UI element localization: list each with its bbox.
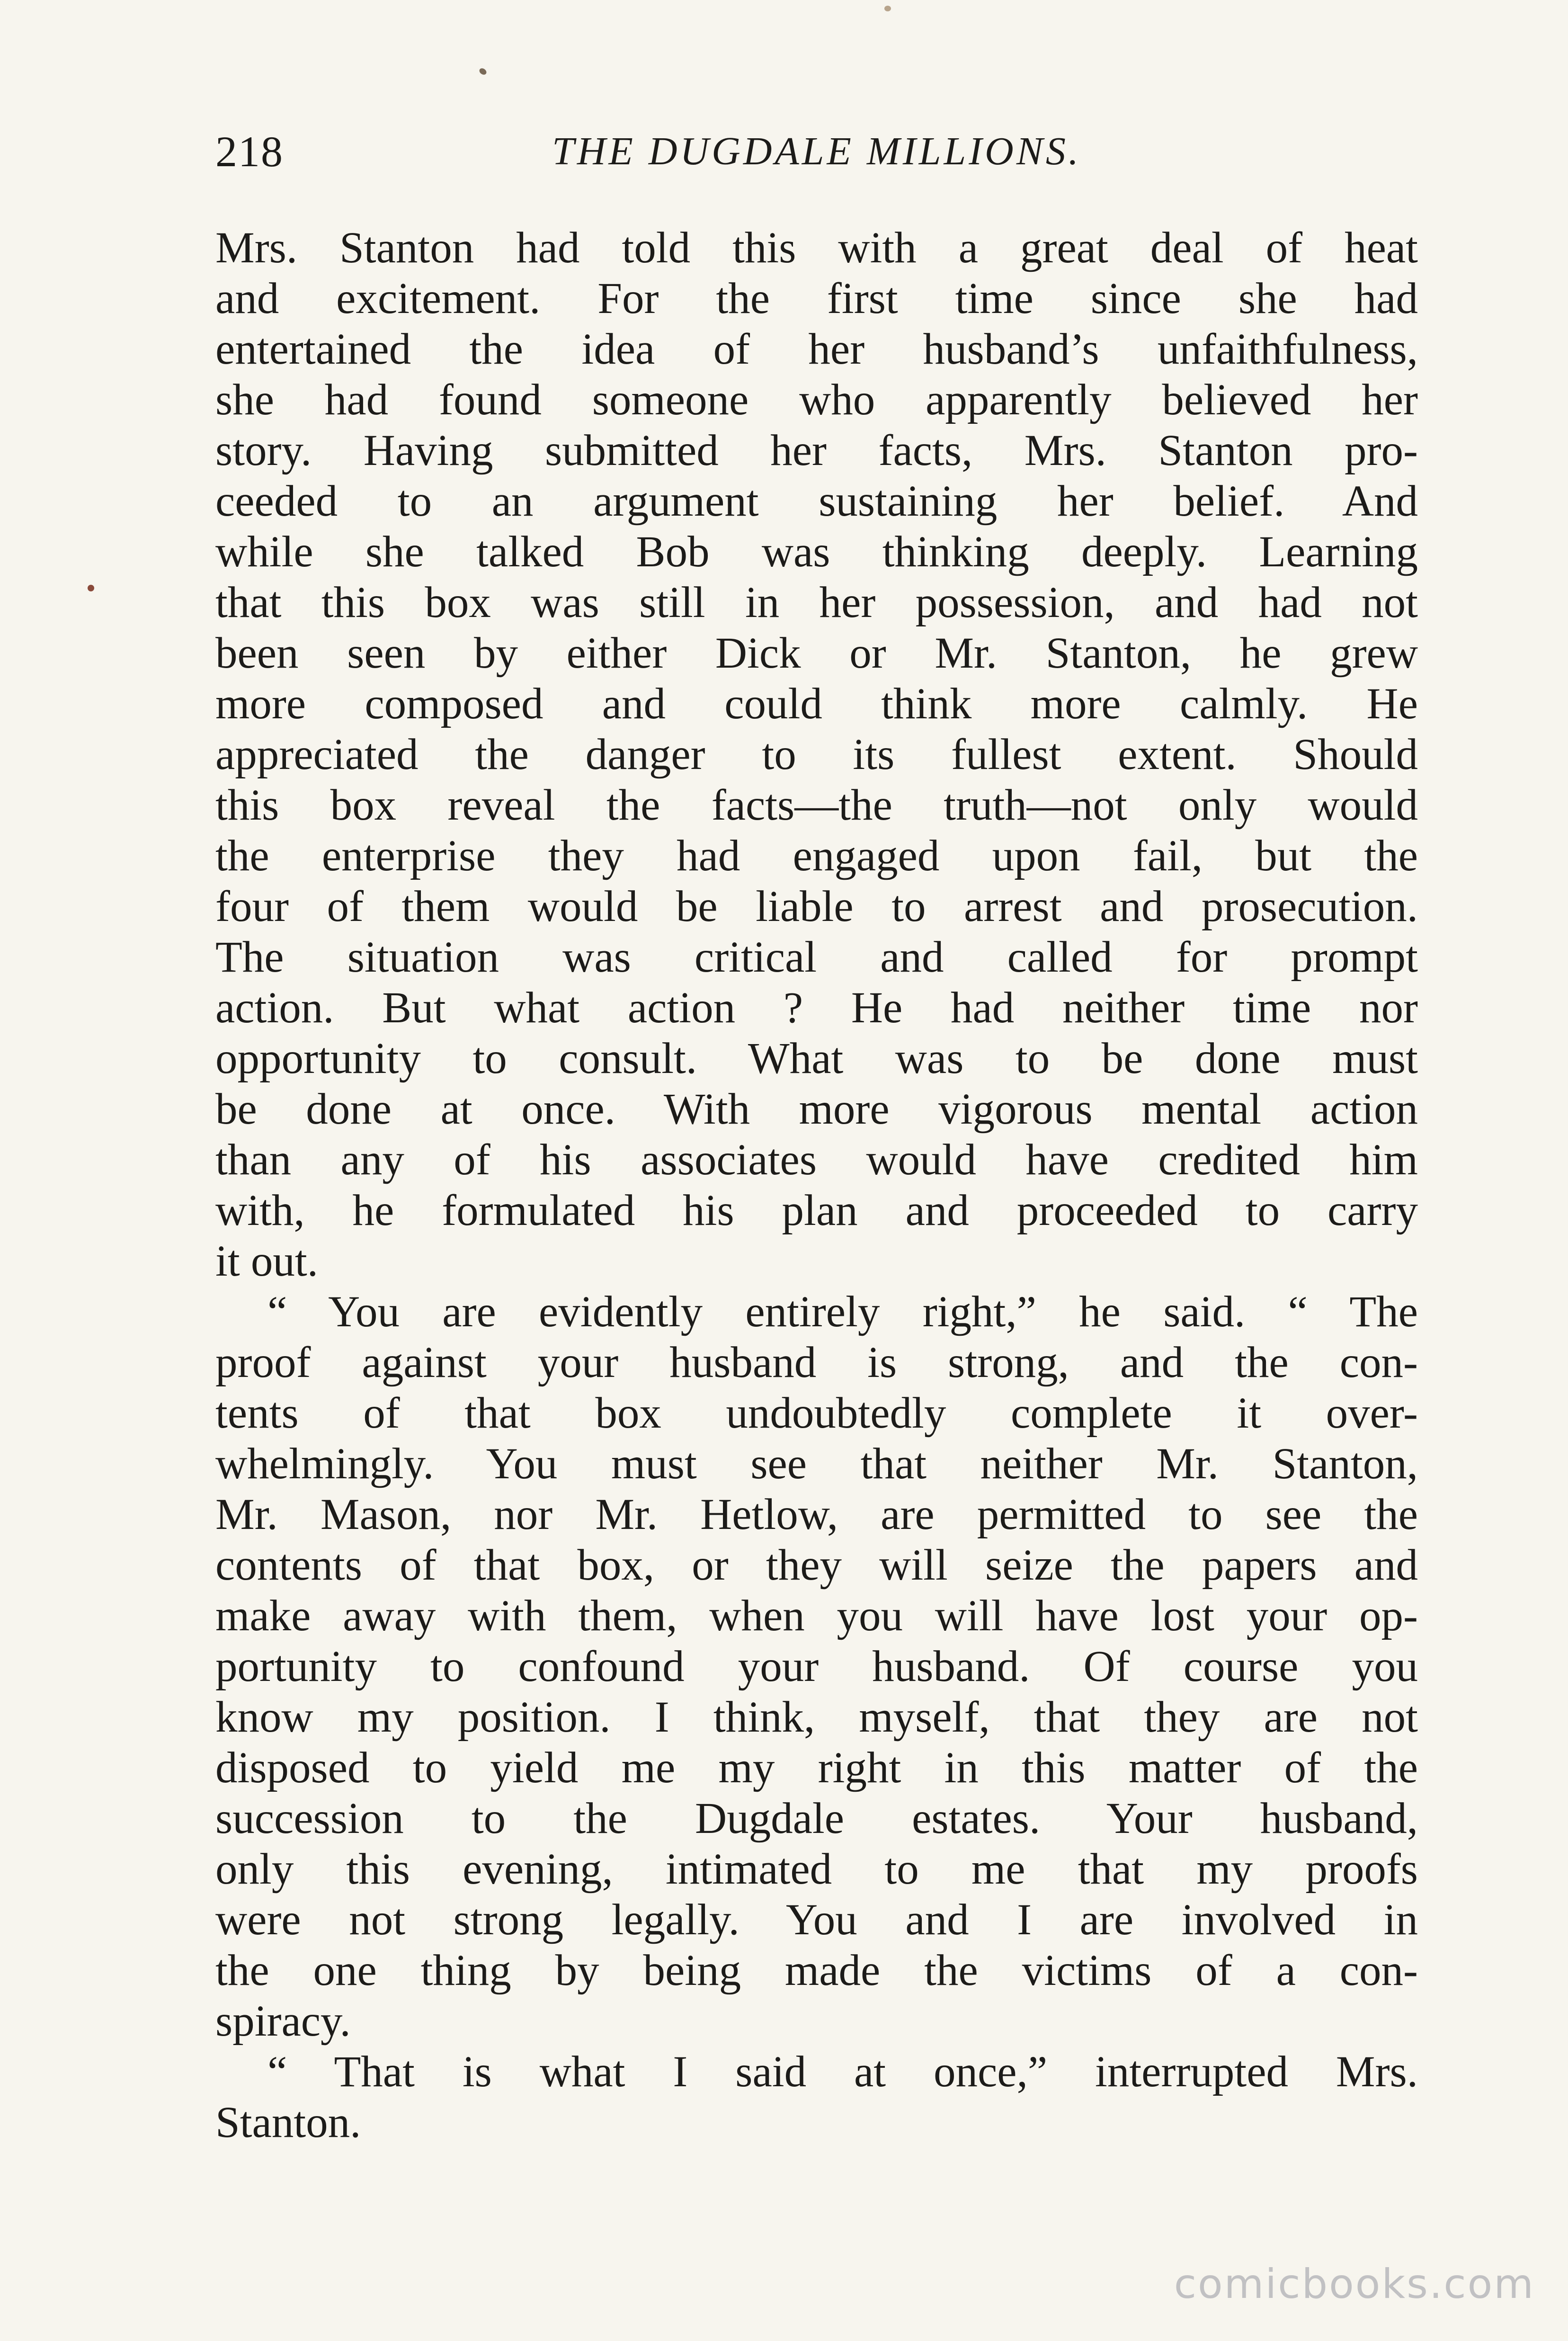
text-line: “ That is what I said at once,” interrupted Mrs. [267, 2047, 1418, 2096]
text-line: with, he formulated his plan and proceeded to carry [215, 1186, 1418, 1235]
text-line: proof against your husband is strong, and the con- [215, 1338, 1418, 1387]
body-text [215, 223, 1418, 2148]
text-line: contents of that box, or they will seize the papers and [215, 1541, 1418, 1590]
page-header [215, 118, 1418, 185]
text-line: and excitement. For the first time since she had [215, 274, 1418, 323]
paragraph [215, 2046, 1418, 2148]
ink-speck [88, 585, 94, 591]
text-line: she had found someone who apparently believed her [215, 375, 1418, 424]
text-line: the one thing by being made the victims of a con- [215, 1946, 1418, 1995]
ink-speck [884, 6, 891, 11]
text-line: tents of that box undoubtedly complete it over- [215, 1389, 1418, 1438]
text-line: The situation was critical and called for prompt [215, 933, 1418, 982]
text-line: make away with them, when you will have lost your op- [215, 1591, 1418, 1640]
text-line: opportunity to consult. What was to be done must [215, 1034, 1418, 1083]
page-number: 218 [215, 127, 284, 176]
text-line: than any of his associates would have credited him [215, 1135, 1418, 1184]
text-line: know my position. I think, myself, that they are not [215, 1693, 1418, 1742]
text-line: Mr. Mason, nor Mr. Hetlow, are permitted to see the [215, 1490, 1418, 1539]
text-line: “ You are evidently entirely right,” he said. “ The [267, 1287, 1418, 1336]
text-line: Stanton. [215, 2098, 361, 2147]
text-line: while she talked Bob was thinking deeply. Learning [215, 527, 1418, 576]
watermark: comicbooks.com [1174, 2261, 1535, 2308]
text-line: been seen by either Dick or Mr. Stanton, he grew [215, 629, 1418, 678]
text-line: whelmingly. You must see that neither Mr. Stanton, [215, 1439, 1418, 1488]
text-line: Mrs. Stanton had told this with a great deal of heat [215, 223, 1418, 272]
text-line: portunity to confound your husband. Of course you [215, 1642, 1418, 1691]
text-line: ceeded to an argument sustaining her belief. And [215, 477, 1418, 526]
text-line: this box reveal the facts—the truth—not only would [215, 781, 1418, 830]
text-line: were not strong legally. You and I are involved in [215, 1895, 1418, 1944]
text-line: that this box was still in her possession, and had not [215, 578, 1418, 627]
text-line: more composed and could think more calmly. He [215, 679, 1418, 728]
text-line: entertained the idea of her husband’s unfaithfulness, [215, 325, 1418, 374]
running-title: THE DUGDALE MILLIONS. [552, 129, 1081, 173]
text-line: appreciated the danger to its fullest extent. Should [215, 730, 1418, 779]
paragraph [215, 223, 1418, 1287]
text-line: only this evening, intimated to me that my proofs [215, 1845, 1418, 1894]
text-line: the enterprise they had engaged upon fail, but the [215, 831, 1418, 880]
text-line: disposed to yield me my right in this matter of the [215, 1743, 1418, 1792]
paragraph [215, 1287, 1418, 2046]
text-line: spiracy. [215, 1997, 351, 2046]
text-line: action. But what action ? He had neither time nor [215, 983, 1418, 1032]
text-line: succession to the Dugdale estates. Your husband, [215, 1794, 1418, 1843]
ink-speck [478, 67, 488, 76]
text-line: be done at once. With more vigorous mental action [215, 1085, 1418, 1134]
text-line: four of them would be liable to arrest and prosecution. [215, 882, 1418, 931]
text-line: it out. [215, 1237, 319, 1286]
text-line: story. Having submitted her facts, Mrs. Stanton pro- [215, 426, 1418, 475]
